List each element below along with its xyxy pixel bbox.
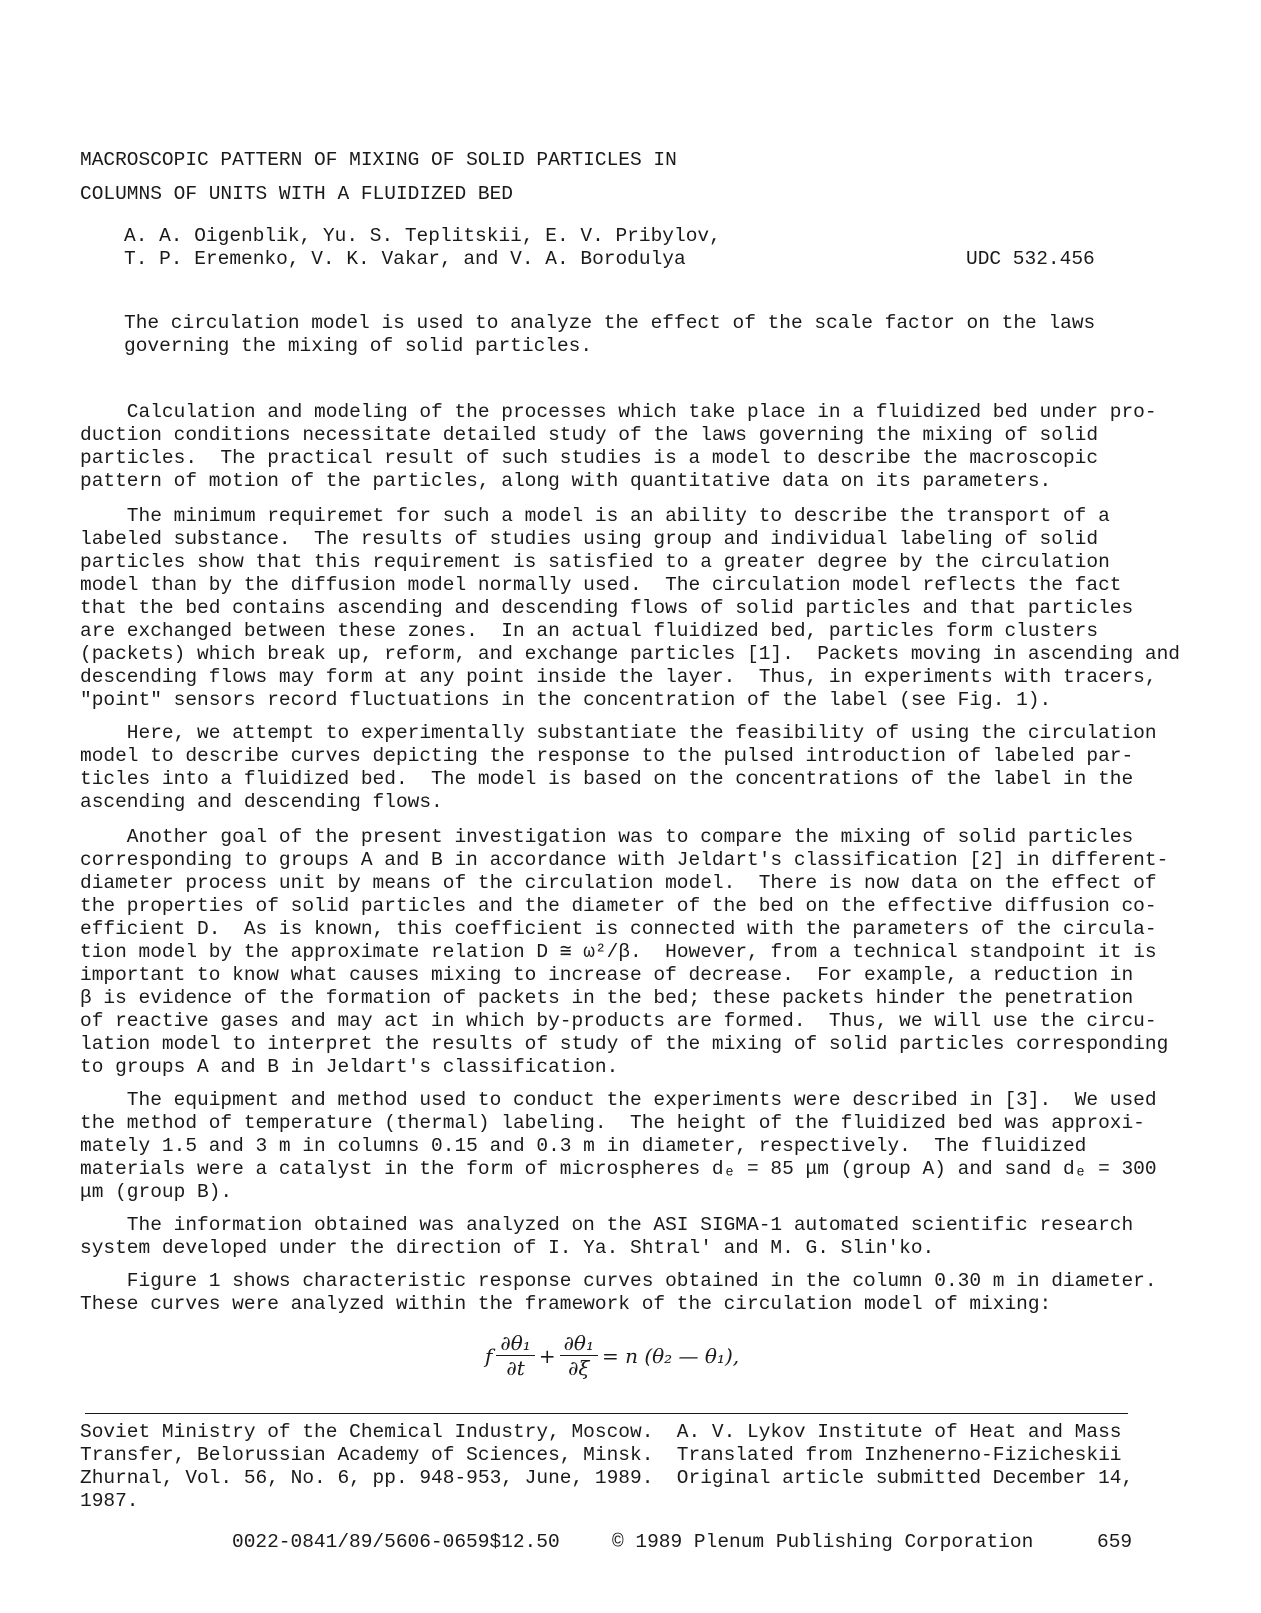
eq-denominator-1: ∂t [506,1356,525,1380]
title-line-2: COLUMNS OF UNITS WITH A FLUIDIZED BED [80,183,513,205]
authors-line-1: A. A. Oigenblik, Yu. S. Teplitskii, E. V. Pribylov, [124,225,721,247]
paragraph-5: The equipment and method used to conduct the experiments were described in [3]. We used the method of temperature (thermal) labeling. The height of the fluidized bed was approxi- mately 1.5 and 3 m in columns 0.15 and 0.3 m in diameter, respectively. The fluidized materials were a catalyst in the form of microspheres dₑ = 85 μm (group A) and sand dₑ = 300 μm (group B). [80,1089,1157,1203]
eq-denominator-2: ∂ξ [568,1356,590,1380]
abstract-line-1: The circulation model is used to analyze the effect of the scale factor on the laws [124,312,1096,334]
paragraph-6: The information obtained was analyzed on the ASI SIGMA-1 automated scientific research system developed under the direction of I. Ya. Shtral' and M. G. Slin'ko. [80,1214,1134,1259]
abstract [124,312,1095,358]
paragraph-3: Here, we attempt to experimentally substantiate the feasibility of using the circulation model to describe curves depicting the response to the pulsed introduction of labeled par- ticles into a fluidized bed. The model is based on the concentrations of the label in the ascending and descending flows. [80,722,1157,813]
eq-fraction-1 [496,1331,534,1380]
authors-line-2: T. P. Eremenko, V. K. Vakar, and V. A. Borodulya [124,248,686,270]
title-line-1: MACROSCOPIC PATTERN OF MIXING OF SOLID PARTICLES IN [80,149,677,171]
circulation-model-equation [485,1331,739,1380]
eq-numerator-1: ∂θ₁ [496,1331,534,1356]
abstract-line-2: governing the mixing of solid particles. [124,335,593,357]
eq-f: f [485,1343,493,1368]
eq-numerator-2: ∂θ₁ [560,1331,598,1356]
udc-code: UDC 532.456 [966,248,1095,270]
footnote: Soviet Ministry of the Chemical Industry, Moscow. A. V. Lykov Institute of Heat and Mass Transfer, Belorussian Academy of Sciences, Minsk. Translated from Inzhenerno-Fizicheskii Zhurnal, Vol. 56, No. 6, pp. 948-953, June, 1989. Original article submitted December 14, 1987. [80,1421,1134,1512]
footnote-divider [85,1413,1128,1414]
paper-title [80,143,677,211]
paragraph-1: Calculation and modeling of the processes which take place in a fluidized bed under pro- duction conditions necessitate detailed study of the laws governing the mixing of solid particles. The practical result of such studies is a model to describe the macroscopic pattern of motion of the particles, along with quantitative data on its parameters. [80,401,1157,492]
eq-fraction-2 [560,1331,598,1380]
paragraph-2: The minimum requiremet for such a model is an ability to describe the transport of a labeled substance. The results of studies using group and individual labeling of solid particles show that this requirement is satisfied to a greater degree by the circulation model than by the diffusion model normally used. The circulation model reflects the fact that the bed contains ascending and descending flows of solid particles and that particles are exchanged between these zones. In an actual fluidized bed, particles form clusters (packets) which break up, reform, and exchange particles [1]. Packets moving in ascending and descending flows may form at any point inside the layer. Thus, in experiments with tracers, "point" sensors record fluctuations in the concentration of the label (see Fig. 1). [80,505,1180,711]
copyright: © 1989 Plenum Publishing Corporation [612,1531,1034,1553]
eq-plus: + [538,1343,556,1368]
eq-rhs: = n (θ₂ — θ₁), [601,1343,740,1368]
paragraph-7: Figure 1 shows characteristic response curves obtained in the column 0.30 m in diameter. These curves were analyzed within the framework of the circulation model of mixing: [80,1270,1157,1315]
page-number: 659 [1097,1531,1133,1553]
author-list [124,225,721,271]
paragraph-4: Another goal of the present investigation was to compare the mixing of solid particles corresponding to groups A and B in accordance with Jeldart's classification [2] in different- diameter process unit by means of the circulation model. There is now data on the effect of the properties of solid particles and the diameter of the bed on the effective diffusion co- efficient D. As is known, this coefficient is connected with the parameters of the circula- tion model by the approximate relation D ≅ ω²/β. However, from a technical standpoint it is important to know what causes mixing to increase of decrease. For example, a reduction in β is evidence of the formation of packets in the bed; these packets hinder the penetration of reactive gases and may act in which by-products are formed. Thus, we will use the circu- lation model to interpret the results of study of the mixing of solid particles corresponding to groups A and B in Jeldart's classification. [80,826,1169,1078]
article-code: 0022-0841/89/5606-0659$12.50 [232,1531,560,1553]
